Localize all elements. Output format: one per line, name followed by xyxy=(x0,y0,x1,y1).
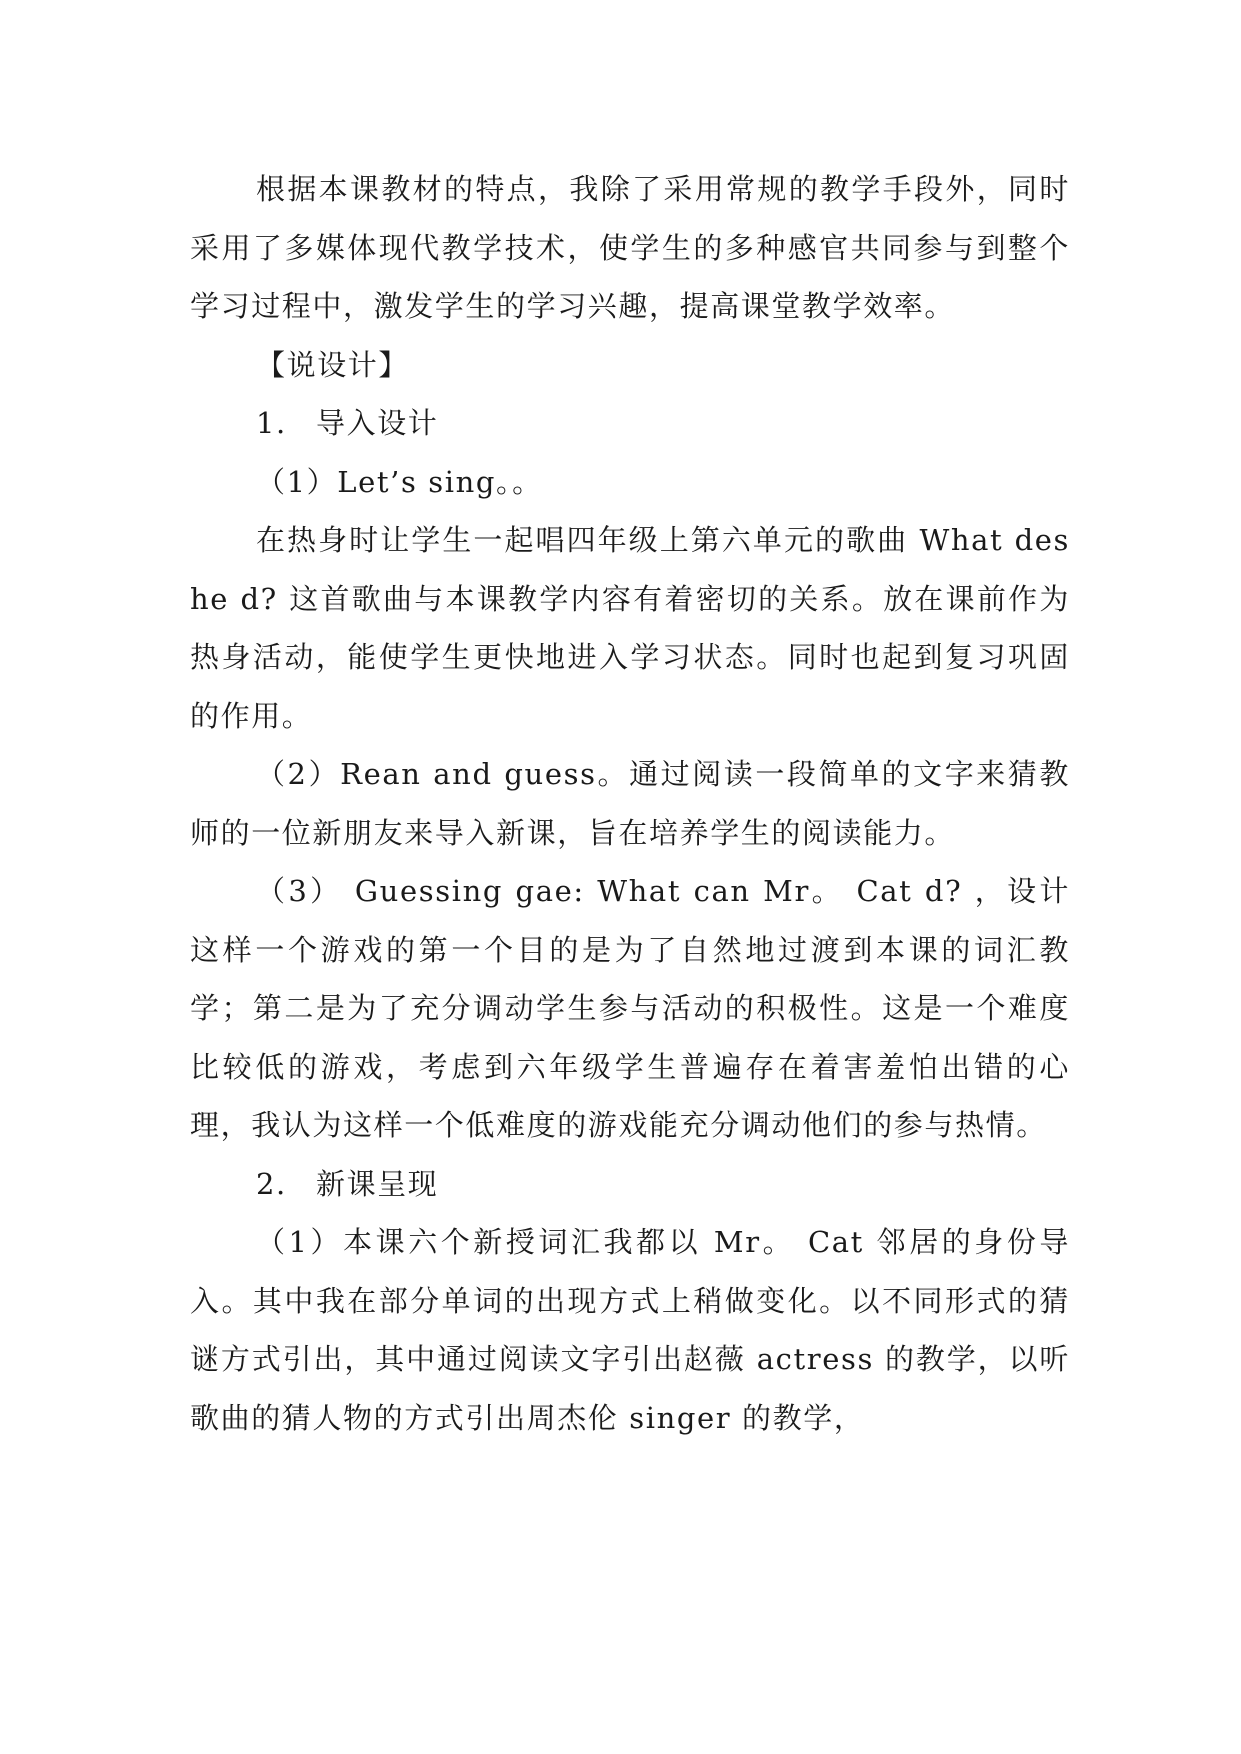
document-body xyxy=(190,160,1070,1447)
paragraph-guessing-game: （3） Guessing gae: What can Mr。 Cat d? ，设计这样一个游戏的第一个目的是为了自然地过渡到本课的词汇教学；第二是为了充分调动学生参与活动的积极性。这是一个难度比较低的游戏，考虑到六年级学生普遍存在着害羞怕出错的心理，我认为这样一个低难度的游戏能充分调动他们的参与热情。 xyxy=(190,874,1070,1142)
paragraph-read-and-guess: （2）Rean and guess。通过阅读一段简单的文字来猜教师的一位新朋友来导入新课，旨在培养学生的阅读能力。 xyxy=(190,757,1070,850)
paragraph-warmup-song: 在热身时让学生一起唱四年级上第六单元的歌曲 What des he d? 这首歌曲与本课教学内容有着密切的关系。放在课前作为热身活动，能使学生更快地进入学习状态。同时也起到复习巩固的作用。 xyxy=(190,523,1070,733)
subheading-intro-design xyxy=(190,394,1070,453)
subheading-label: 新课呈现 xyxy=(316,1166,439,1201)
subheading-label: 导入设计 xyxy=(316,406,439,440)
paragraph-new-vocabulary: （1）本课六个新授词汇我都以 Mr。 Cat 邻居的身份导入。其中我在部分单词的出现方式上稍做变化。以不同形式的猜谜方式引出，其中通过阅读文字引出赵薇 actress 的教学，以听歌曲的猜人物的方式引出周杰伦 singer 的教学， xyxy=(190,1225,1070,1435)
subheading-number: 1. xyxy=(256,406,287,440)
subheading-number: 2. xyxy=(256,1166,287,1201)
item-lets-sing: （1）Let’s sing。。 xyxy=(256,464,543,499)
paragraph-multimedia: 根据本课教材的特点，我除了采用常规的教学手段外，同时采用了多媒体现代教学技术，使学生的多种感官共同参与到整个学习过程中，激发学生的学习兴趣，提高课堂教学效率。 xyxy=(190,172,1070,323)
subheading-new-lesson xyxy=(190,1155,1070,1214)
section-heading-design: 【说设计】 xyxy=(256,347,410,382)
